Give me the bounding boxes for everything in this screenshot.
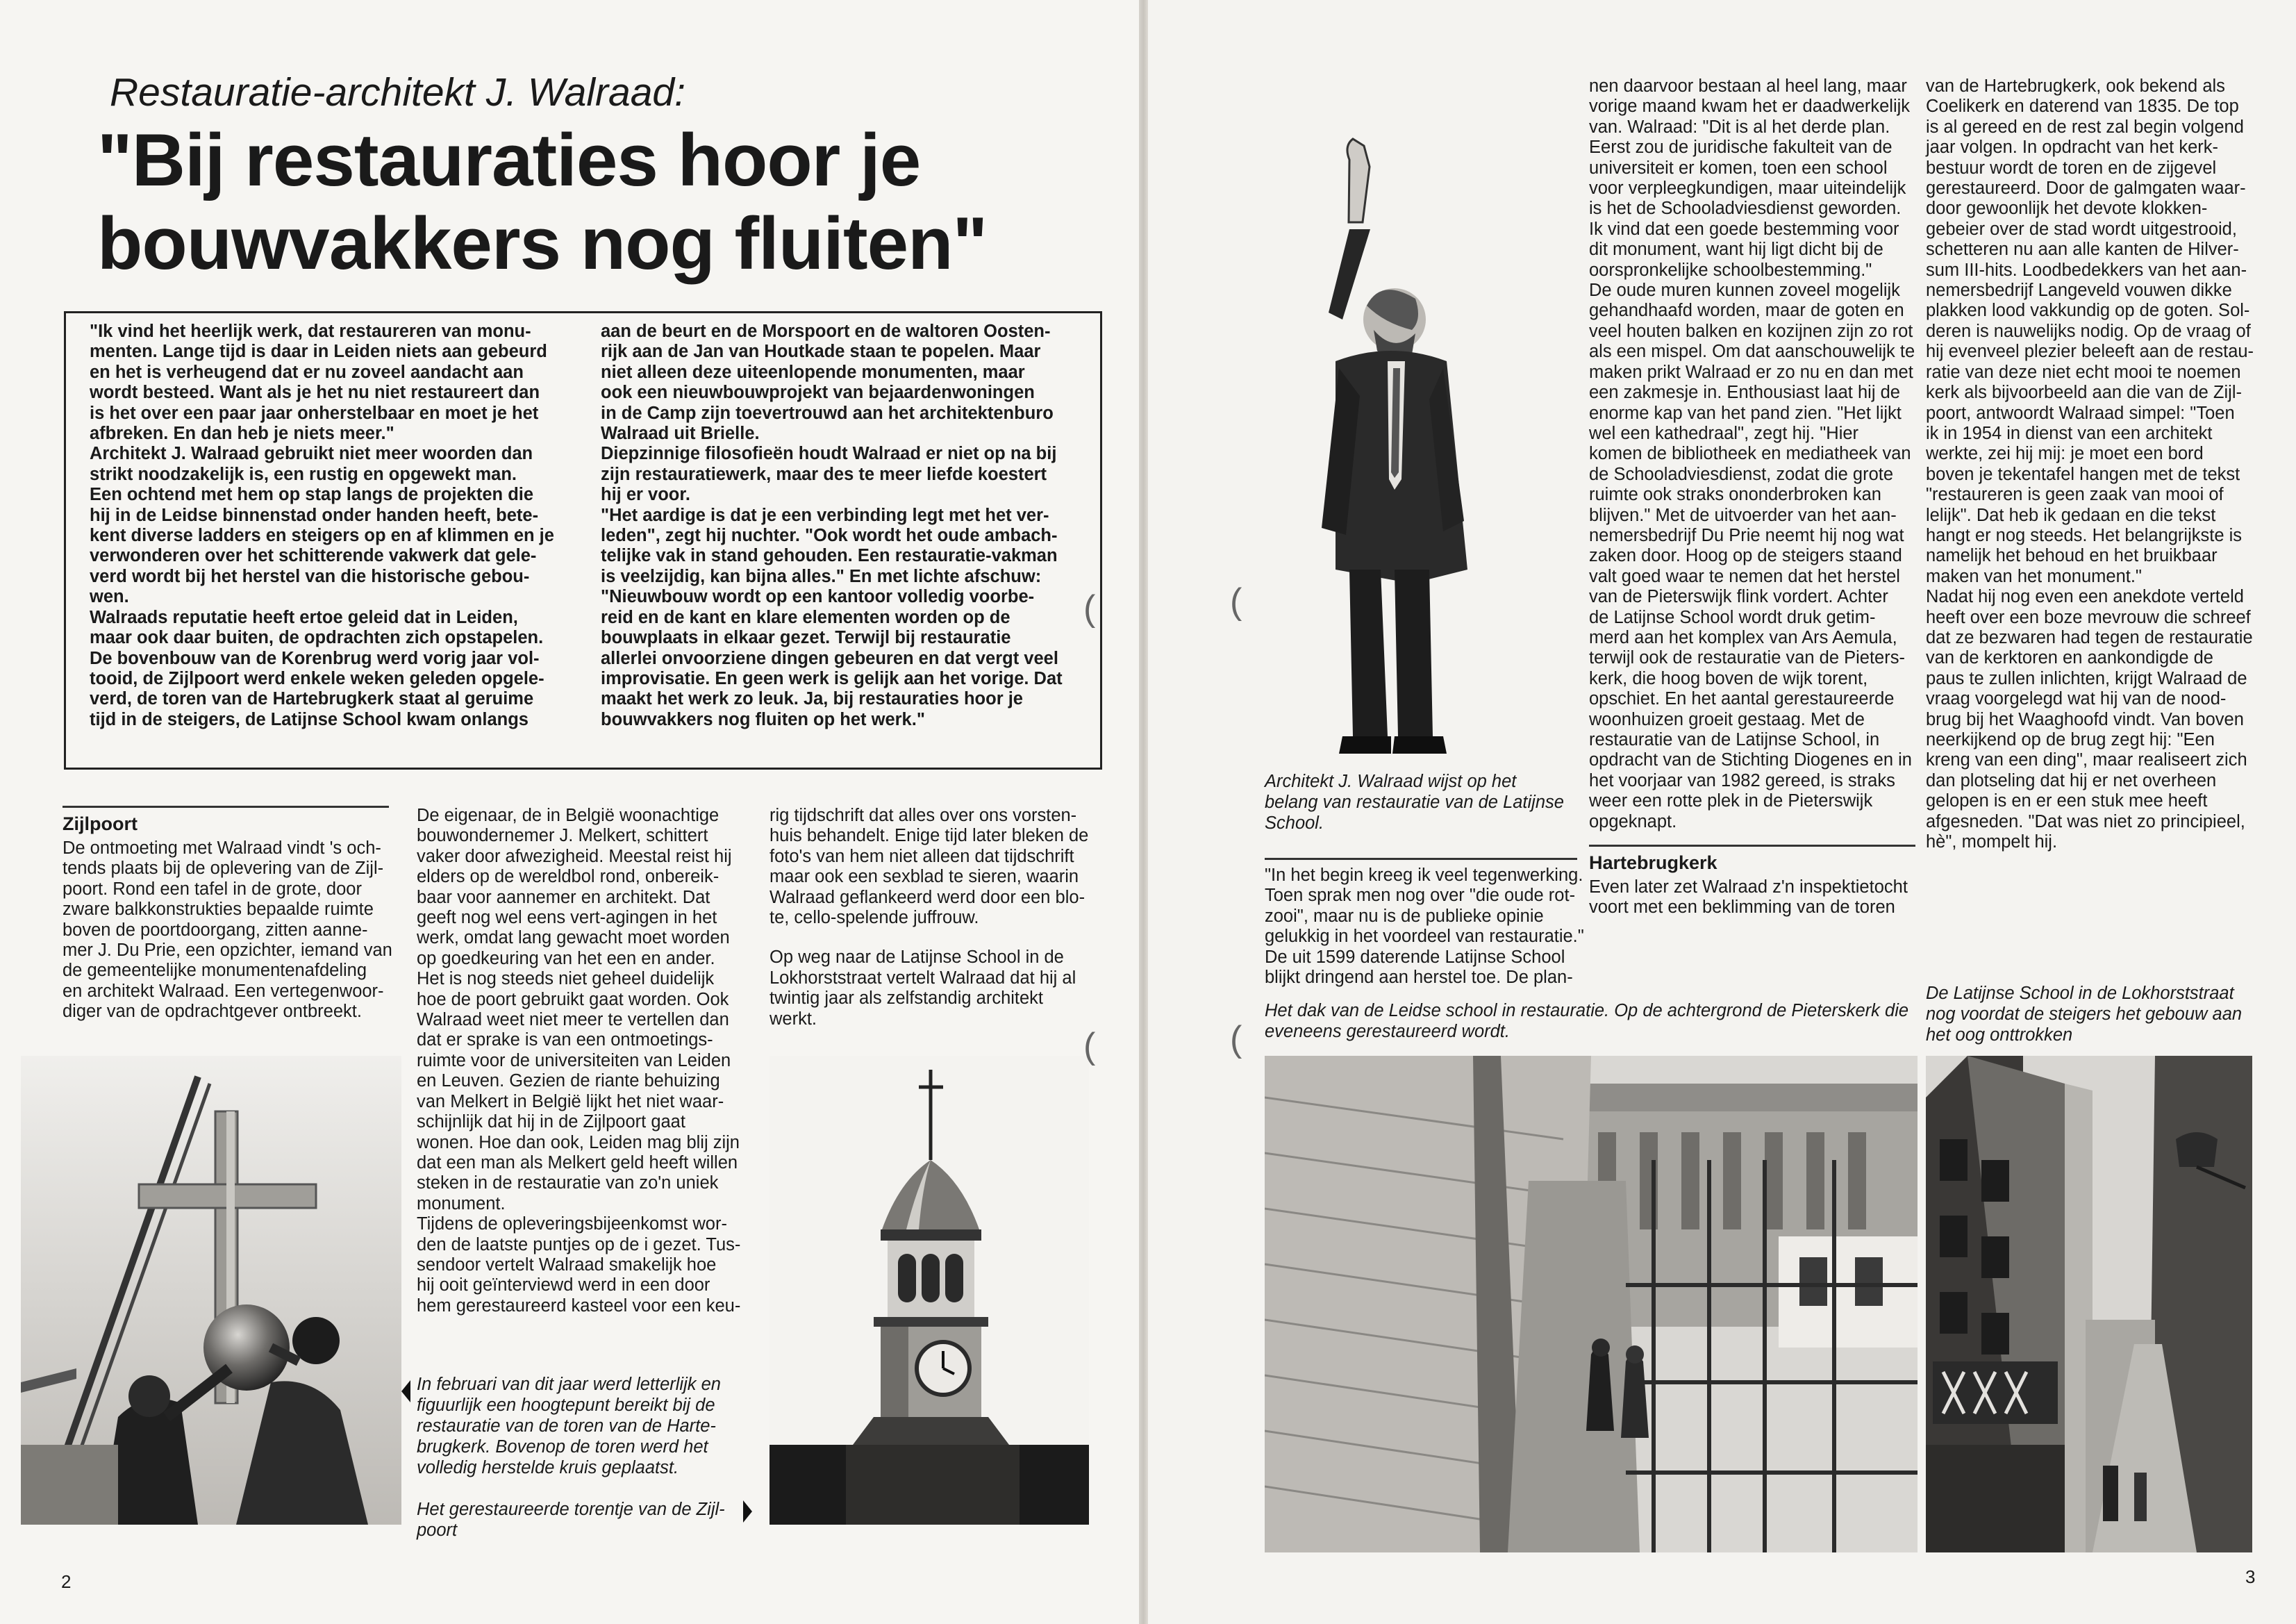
text-line: ook een nieuwbouwprojekt van bejaardenwoningen — [601, 383, 1035, 403]
latijnse-school-column-2 — [1589, 76, 1915, 918]
text-line: hij ooit geïnterviewd werd in een door — [417, 1275, 710, 1295]
text-line: de gemeentelijke monumentenafdeling — [63, 961, 367, 981]
text-line: en het is verheugend dat er nu zoveel aandacht aan — [90, 362, 524, 382]
text-line: poort. Rond een tafel in de grote, door — [63, 879, 362, 899]
text-line: Op weg naar de Latijnse School in de — [770, 947, 1064, 968]
text-line: oorspronkelijke schoolbestemming." — [1589, 260, 1872, 280]
text-line: paus te zullen inlichten, krijgt Walraad de — [1926, 668, 2247, 688]
text-line: strikt noodzakelijk is, een rustig en opgewekt man. — [90, 464, 517, 484]
text-line: zaken door. Hoog op de steigers staand — [1589, 546, 1902, 566]
text-line: maar ook daar buiten, de opdrachten zich opstapelen. — [90, 628, 544, 648]
text-line: brug bij het Waaghoofd vindt. Van boven — [1926, 709, 2244, 729]
text-line: voort met een beklimming van de toren — [1589, 897, 1895, 918]
photo-latijnse-school-street — [1926, 1056, 2252, 1552]
photo-roof-restoration — [1265, 1056, 1918, 1552]
text-line: In februari van dit jaar werd letterlijk en — [417, 1375, 721, 1394]
text-line: steken in de restauratie van zo'n uniek — [417, 1173, 719, 1193]
text-line: maken prikt Walraad er zo nu en dan met — [1589, 362, 1913, 382]
text-line: nog voordat de steigers het gebouw aan — [1926, 1004, 2243, 1024]
zijlpoort-column-1 — [63, 806, 392, 1022]
text-line: wel een kathedraal", zegt hij. "Hier — [1589, 423, 1859, 443]
text-line: deren is nauwelijks nodig. Op de vraag of — [1926, 321, 2251, 341]
caption-cross-placement — [417, 1374, 757, 1478]
text-line: twintig jaar als zelfstandig architekt — [770, 988, 1044, 1009]
text-line: menten. Lange tijd is daar in Leiden niets aan gebeurd — [90, 342, 547, 362]
text-line: "In het begin kreeg ik veel tegenwerking. — [1265, 865, 1583, 885]
text-line: gelukkig in het voordeel van restauratie." — [1265, 927, 1584, 947]
text-line: hangt er nog steeds. Het belangrijkste is — [1926, 525, 2243, 545]
text-line: kent diverse ladders en steigers op en af klimmen en je — [90, 526, 554, 546]
text-line: in de Camp zijn toevertrouwd aan het architektenburo — [601, 403, 1054, 423]
caption-roof-restoration — [1265, 1000, 1924, 1042]
text-line: vaker door afwezigheid. Meestal reist hij — [417, 846, 732, 866]
text-line: kerk als bijvoorbeeld aan die van de Zijl- — [1926, 383, 2242, 403]
text-line: vraag voorgelegd wat hij van de nood- — [1926, 689, 2227, 709]
binding-notch: ( — [1083, 588, 1096, 629]
text-line: blijven." Met de uitvoerder van het aan- — [1589, 505, 1897, 525]
text-line: monument. — [417, 1193, 506, 1213]
text-line: huis behandelt. Enige tijd later bleken de — [770, 826, 1089, 846]
text-line: Walraads reputatie heeft ertoe geleid dat in Leiden, — [90, 607, 518, 627]
text-line: valt goed waar te nemen dat het herstel — [1589, 566, 1900, 586]
caption-pointer-right — [743, 1500, 752, 1523]
photo-cross-placement-image — [21, 1056, 401, 1525]
text-line: reid en de kant en klare elementen worden op de — [601, 607, 1010, 627]
text-line: Coelikerk en daterend van 1835. De top — [1926, 97, 2239, 117]
text-line: is het over een paar jaar onherstelbaar en moet je het — [90, 403, 539, 423]
text-line: bouwvakkers nog fluiten op het werk." — [601, 709, 925, 729]
text-line: zijn restauratiewerk, maar des te meer liefde koestert — [601, 464, 1047, 484]
text-line: de Latijnse School wordt druk getim- — [1589, 607, 1876, 627]
text-line: wonen. Hoe dan ook, Leiden mag blij zijn — [417, 1132, 740, 1152]
text-line: dit monument, want hij ligt dicht bij de — [1589, 240, 1883, 260]
text-line: maakt het werk zo leuk. Ja, bij restauraties hoor je — [601, 689, 1023, 709]
text-line: blijkt dringend aan herstel toe. De plan- — [1265, 968, 1573, 988]
text-line: een zakmesje in. Enthousiast laat hij de — [1589, 383, 1900, 403]
text-line: afbreken. En dan heb je niets meer." — [90, 424, 394, 444]
text-line: zooi", maar nu is de publieke opinie — [1265, 906, 1544, 926]
text-line: Nadat hij nog even een anekdote verteld — [1926, 587, 2244, 607]
text-line: heeft over een boze mevrouw die schreef — [1926, 607, 2251, 627]
text-line: improvisatie. En geen werk is gelijk aan het vorige. Dat — [601, 668, 1063, 688]
text-line: woonhuizen groeit gestaag. Met de — [1589, 709, 1865, 729]
text-line: telijke vak in stand gehouden. Een restauratie-vakman — [601, 546, 1058, 566]
text-line: Even later zet Walraad z'n inspektietocht — [1589, 877, 1908, 897]
text-line: leden", zegt hij nuchter. "Ook wordt het oude ambach- — [601, 526, 1058, 546]
text-line: hij in de Leidse binnenstad onder handen heeft, bete- — [90, 505, 539, 525]
text-line: vorige maand kwam het er daadwerkelijk — [1589, 97, 1911, 117]
text-line: poort — [417, 1521, 458, 1540]
photo-architect — [1252, 97, 1523, 764]
text-line: van de Pieterswijk flink vordert. Achter — [1589, 587, 1888, 607]
text-line: niet alleen deze uiteenlopende monumenten, maar — [601, 362, 1025, 382]
hartebrugkerk-column-2-text — [1589, 877, 1915, 918]
text-line: verd, de toren van de Hartebrugkerk staat al geruime — [90, 689, 534, 709]
text-line: schetteren nu aan alle kanten de Hilver- — [1926, 240, 2239, 260]
text-line: kreng van een ding", maar realiseert zich — [1926, 750, 2247, 770]
text-line: universiteit er komen, toen een school — [1589, 158, 1888, 178]
text-line: rig tijdschrift dat alles over ons vorsten- — [770, 806, 1077, 825]
headline-line-1: "Bij restauraties hoor je — [97, 118, 921, 201]
text-line: geeft nog wel eens vert-agingen in het — [417, 908, 717, 928]
caption-architect — [1265, 771, 1570, 834]
text-line: gerestaureerd. Door de galmgaten waar- — [1926, 179, 2246, 199]
text-line: opschiet. En het aantal gerestaureerde — [1589, 689, 1895, 709]
text-line: als een mispel. Om dat aanschouwelijk te — [1589, 342, 1915, 362]
caption-pointer-left — [401, 1380, 410, 1402]
text-line: mer J. Du Prie, een opzichter, iemand van — [63, 941, 392, 961]
text-line: plakken lood vakkundig op de goten. Sol- — [1926, 301, 2250, 321]
photo-cross-placement — [21, 1056, 401, 1525]
photo-zijlpoort-tower-image — [770, 1056, 1089, 1525]
text-line: diger van de opdrachtgever ontbreekt. — [63, 1002, 362, 1022]
text-line: gelopen is en er een stuk mee heeft — [1926, 791, 2208, 811]
text-line: Het dak van de Leidse school in restauratie. Op de achtergrond de Pieterskerk die — [1265, 1001, 1909, 1020]
text-line: "restaureren is geen zaak van mooi of — [1926, 485, 2224, 505]
zijlpoort-column-3 — [770, 806, 1110, 1029]
text-line: dat ze bezwaren had tegen de restauratie — [1926, 627, 2253, 647]
text-line: gehandhaafd worden, maar de goten en — [1589, 301, 1904, 321]
article-headline — [97, 118, 987, 285]
text-line: School. — [1265, 813, 1324, 833]
text-line: "Het aardige is dat je een verbinding legt met het ver- — [601, 505, 1049, 525]
text-line: opdracht van de Stichting Diogenes en in — [1589, 750, 1912, 770]
text-line: Het is nog steeds niet geheel duidelijk — [417, 969, 715, 989]
text-line: tijd in de steigers, de Latijnse School kwam onlangs — [90, 709, 529, 729]
text-line: maken van het monument." — [1926, 566, 2142, 586]
text-line: "Ik vind het heerlijk werk, dat restaureren van monu- — [90, 322, 531, 341]
text-line: Een ochtend met hem op stap langs de projekten die — [90, 485, 534, 505]
text-line: van de kerktoren en aankondigde de — [1926, 648, 2213, 668]
text-line: Lokhorststraat vertelt Walraad dat hij al — [770, 968, 1076, 988]
left-page — [0, 0, 1139, 1624]
text-line: bestuur wordt de toren en de zijgevel — [1926, 158, 2217, 178]
intro-column-1 — [90, 322, 583, 730]
text-line: De bovenbouw van de Korenbrug werd vorig jaar vol- — [90, 648, 540, 668]
text-line: rijk aan de Jan van Houtkade staan te popelen. Maar — [601, 342, 1041, 362]
binding-notch: ( — [1083, 1026, 1096, 1066]
latijnse-school-column-1 — [1265, 858, 1584, 988]
caption-zijlpoort-tower — [417, 1499, 757, 1541]
text-line: opgeknapt. — [1589, 811, 1677, 831]
text-line: weer een rotte plek in de Pieterswijk — [1589, 791, 1873, 811]
text-line: foto's van hem niet alleen dat tijdschrift — [770, 846, 1074, 866]
text-line: wordt besteed. Want als je het nu niet restaureert dan — [90, 383, 540, 403]
text-line: hem gerestaureerd kasteel voor een keu- — [417, 1295, 741, 1316]
text-line: veel houten balken en kozijnen zijn zo rot — [1589, 321, 1913, 341]
text-line: het oog onttrokken — [1926, 1025, 2073, 1045]
text-line: tends plaats bij de oplevering van de Zijl- — [63, 859, 384, 879]
text-line: Walraad uit Brielle. — [601, 424, 760, 444]
headline-line-2: bouwvakkers nog fluiten" — [97, 201, 988, 285]
text-line: het voorjaar van 1982 gereed, is straks — [1589, 770, 1895, 790]
text-line: ruimte voor de universiteiten van Leiden — [417, 1050, 731, 1070]
text-line: nemersbedrijf Langeveld vouwen dikke — [1926, 281, 2232, 301]
text-line: Ik vind dat een goede bestemming voor — [1589, 219, 1899, 239]
text-line: op goedkeuring van het een en ander. — [417, 948, 715, 968]
text-line: ik in 1954 in dienst van een architekt — [1926, 423, 2213, 443]
binding-notch: ( — [1230, 1019, 1242, 1059]
text-line: boven je tekentafel hangen met de tekst — [1926, 464, 2240, 484]
text-line: zware balkkonstrukties bepaalde ruimte — [63, 900, 374, 920]
binding-notch: ( — [1230, 581, 1242, 622]
text-line: van. Walraad: "Dit is al het derde plan. — [1589, 117, 1890, 137]
text-line: bouwondernemer J. Melkert, schittert — [417, 826, 708, 846]
text-line: Walraad weet niet meer te vertellen dan — [417, 1010, 729, 1030]
text-line: restauratie van de toren van de Harte- — [417, 1416, 716, 1436]
text-line: De Latijnse School in de Lokhorststraat — [1926, 984, 2234, 1003]
text-line: enorme kap van het pand zien. "Het lijkt — [1589, 403, 1902, 423]
text-line: werkte, zei hij mij: je moet een bord — [1926, 444, 2204, 464]
text-line: verwonderen over het schitterende vakwerk dat gele- — [90, 546, 537, 566]
text-line: "Nieuwbouw wordt op een kantoor volledig voorbe- — [601, 587, 1035, 607]
text-line: poort, antwoordt Walraad simpel: "Toen — [1926, 403, 2235, 423]
text-line: terwijl ook de restauratie van de Pieters- — [1589, 648, 1905, 668]
text-line: afgesneden. "Dat was niet zo principieel, — [1926, 811, 2245, 831]
text-line: merd aan het komplex van Ars Aemula, — [1589, 627, 1897, 647]
text-line: sendoor vertelt Walraad smakelijk hoe — [417, 1254, 717, 1275]
article-kicker: Restauratie-architekt J. Walraad: — [110, 70, 685, 115]
text-line: werk, omdat lang gewacht moet worden — [417, 928, 730, 948]
text-line: De oude muren kunnen zoveel mogelijk — [1589, 281, 1900, 301]
text-line: verd wordt bij het herstel van die historische gebou- — [90, 566, 530, 586]
text-line: van de Hartebrugkerk, ook bekend als — [1926, 76, 2225, 96]
text-line: maar ook een sexblad te sieren, waarin — [770, 867, 1079, 887]
caption-latijnse-school-street — [1926, 983, 2252, 1045]
photo-latijnse-school-street-image — [1926, 1056, 2252, 1552]
text-line: van Melkert in België lijkt het niet waar- — [417, 1091, 724, 1111]
text-line: lelijk". Dat heb ik gedaan en die tekst — [1926, 505, 2216, 525]
section-heading-hartebrugkerk: Hartebrugkerk — [1589, 845, 1915, 873]
text-line: kerk, die hoog boven de wijk torent, — [1589, 668, 1868, 688]
text-line: volledig herstelde kruis geplaatst. — [417, 1458, 679, 1477]
hartebrugkerk-column-3 — [1926, 76, 2252, 852]
text-line: neerkijkend op de brug zegt hij: "Een — [1926, 730, 2215, 749]
text-line: bouwplaats in elkaar gezet. Terwijl bij restauratie — [601, 628, 1011, 648]
text-line: hij evenveel plezier beleeft aan de restau- — [1926, 342, 2254, 362]
page-number-right: 3 — [2245, 1566, 2256, 1587]
text-line: en Leuven. Gezien de riante behuizing — [417, 1071, 720, 1091]
text-line: brugkerk. Bovenop de toren werd het — [417, 1437, 708, 1457]
text-line: dat er sprake is van een ontmoetings- — [417, 1030, 713, 1050]
text-line: Architekt J. Walraad wijst op het — [1265, 772, 1517, 791]
text-line: is veelzijdig, kan bijna alles." En met lichte afschuw: — [601, 566, 1042, 586]
text-line: ruimte ook straks ononderbroken kan — [1589, 485, 1881, 505]
photo-roof-restoration-image — [1265, 1056, 1918, 1552]
text-line: Architekt J. Walraad gebruikt niet meer woorden dan — [90, 444, 533, 464]
text-line: baar voor aannemer en architekt. Dat — [417, 887, 710, 907]
text-line: is het de Schooladviesdienst geworden. — [1589, 199, 1902, 219]
text-line: Eerst zou de juridische fakulteit van de — [1589, 138, 1892, 158]
zijlpoort-column-3b-text — [770, 947, 1110, 1029]
text-line: komen de bibliotheek en mediatheek van — [1589, 444, 1911, 464]
text-line: is al gereed en de rest zal begin volgend — [1926, 117, 2244, 137]
text-line: ratie van deze niet echt mooi te noemen — [1926, 362, 2241, 382]
text-line: wen. — [90, 587, 129, 607]
text-line: werkt. — [770, 1009, 817, 1029]
text-line: dat een man als Melkert geld heeft willen — [417, 1152, 738, 1173]
text-line: De uit 1599 daterende Latijnse School — [1265, 947, 1565, 967]
text-line: nen daarvoor bestaan al heel lang, maar — [1589, 76, 1907, 96]
text-line: nemersbedrijf Du Prie neemt hij nog wat — [1589, 525, 1904, 545]
text-line: schijnlijk dat hij in de Zijlpoort gaat — [417, 1112, 685, 1132]
zijlpoort-column-3-text — [770, 806, 1110, 928]
text-line: hè", mompelt hij. — [1926, 832, 2058, 852]
text-line: jaar volgen. In opdracht van het kerk- — [1926, 138, 2218, 158]
text-line: de Schooladviesdienst, zodat die grote — [1589, 464, 1894, 484]
text-line: dan plotseling dat hij er net overheen — [1926, 770, 2217, 790]
photo-zijlpoort-tower — [770, 1056, 1089, 1525]
text-line: boven de poortdoorgang, zitten aanne- — [63, 920, 368, 940]
text-line: allerlei onvoorziene dingen gebeuren en dat vergt veel — [601, 648, 1058, 668]
intro-box — [64, 311, 1102, 770]
photo-architect-image — [1252, 97, 1523, 764]
text-line: Het gerestaureerde torentje van de Zijl- — [417, 1500, 725, 1519]
latijnse-school-column-2-text — [1589, 76, 1915, 832]
text-line: eveneens gerestaureerd wordt. — [1265, 1022, 1510, 1041]
text-line: voor verpleegkundigen, maar uiteindelijk — [1589, 179, 1906, 199]
section-heading-zijlpoort: Zijlpoort — [63, 806, 389, 834]
text-line: sum III-hits. Loodbedekkers van het aan- — [1926, 260, 2247, 280]
text-line: Diepzinnige filosofieën houdt Walraad er niet op na bij — [601, 444, 1057, 464]
text-line: De eigenaar, de in België woonachtige — [417, 806, 719, 825]
text-line: Walraad geflankeerd werd door een blo- — [770, 887, 1085, 907]
page-number-left: 2 — [61, 1571, 72, 1592]
text-line: Tijdens de opleveringsbijeenkomst wor- — [417, 1214, 727, 1234]
text-line: door gewoonlijk het devote klokken- — [1926, 199, 2208, 219]
text-line: elders op de wereldbol rond, onbereik- — [417, 867, 719, 887]
text-line: hoe de poort gebruikt gaat worden. Ook — [417, 989, 729, 1009]
text-line: te, cello-spelende juffrouw. — [770, 908, 979, 928]
zijlpoort-column-2 — [417, 806, 747, 1316]
text-line: aan de beurt en de Morspoort en de waltoren Oosten- — [601, 322, 1051, 341]
page-gutter — [1139, 0, 1148, 1624]
text-line: en architekt Walraad. Een vertegenwoor- — [63, 981, 384, 1001]
text-line: figuurlijk een hoogtepunt bereikt bij de — [417, 1395, 715, 1415]
zijlpoort-column-1-text — [63, 838, 392, 1022]
text-line: Toen sprak men nog over "die oude rot- — [1265, 886, 1576, 906]
text-line: De ontmoeting met Walraad vindt 's och- — [63, 838, 381, 858]
text-line: restauratie van de Latijnse School, in — [1589, 730, 1880, 749]
text-line: belang van restauratie van de Latijnse — [1265, 793, 1564, 812]
text-line: namelijk het behoud en het bruikbaar — [1926, 546, 2218, 566]
text-line: tooid, de Zijlpoort werd enkele weken geleden opgele- — [90, 668, 544, 688]
text-line: gebeier over de stad wordt uitgestrooid, — [1926, 219, 2237, 239]
text-line: hij er voor. — [601, 485, 690, 505]
intro-column-2 — [601, 322, 1090, 730]
right-page — [1148, 0, 2296, 1624]
text-line: den de laatste puntjes op de i gezet. Tus- — [417, 1234, 741, 1254]
